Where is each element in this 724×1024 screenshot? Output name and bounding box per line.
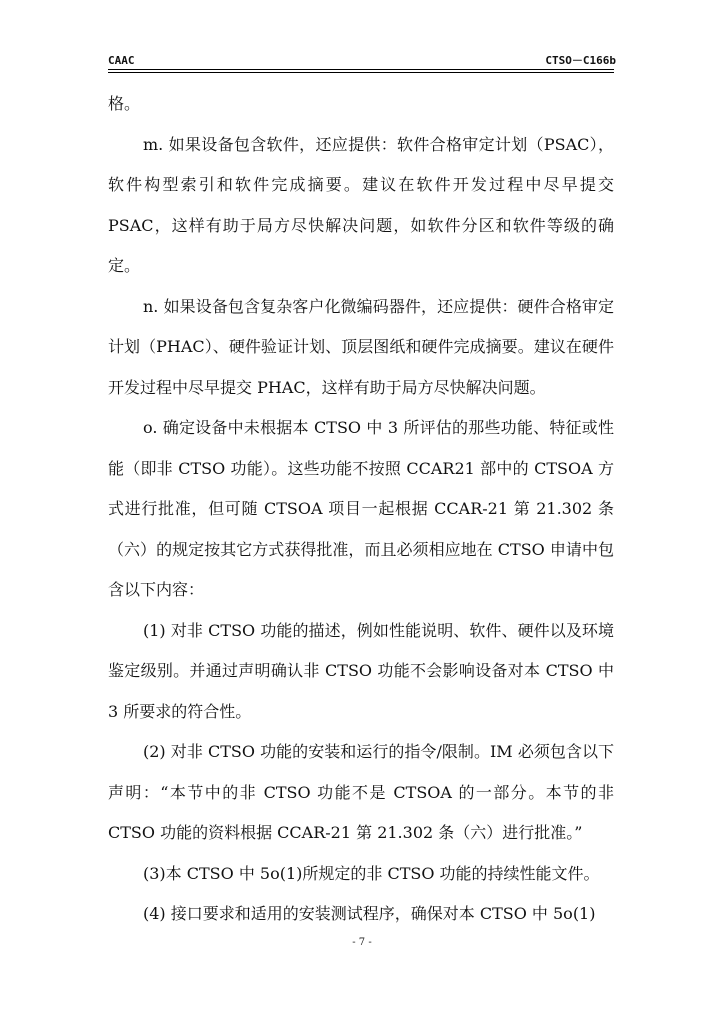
paragraph-item-n: n. 如果设备包含复杂客户化微编码器件，还应提供：硬件合格审定计划（PHAC）、硬件验证计划、顶层图纸和硬件完成摘要。建议在硬件开发过程中尽早提交 PHAC，这样有助于局方尽快解决问题。 [108, 296, 614, 397]
page-number: - 7 - [352, 937, 372, 948]
header-rule-thin [108, 72, 614, 73]
paragraph-subitem-3: (3)本 CTSO 中 5o(1)所规定的非 CTSO 功能的持续性能文件。 [143, 863, 600, 883]
header-org: CAAC [108, 54, 135, 67]
paragraph-subitem-4: (4) 接口要求和适用的安装测试程序，确保对本 CTSO 中 5o(1) [143, 904, 596, 923]
paragraph-subitem-1: (1) 对非 CTSO 功能的描述，例如性能说明、软件、硬件以及环境鉴定级别。并通过声明确认非 CTSO 功能不会影响设备对本 CTSO 中 3 所要求的符合性。 [108, 620, 614, 721]
header-doc-id: CTSO－C166b [545, 54, 616, 67]
paragraph-continuation: 格。 [108, 94, 141, 113]
paragraph-item-o: o. 确定设备中未根据本 CTSO 中 3 所评估的那些功能、特征或性能（即非 CTSO 功能）。这些功能不按照 CCAR21 部中的 CTSOA 方式进行批准，但可随 CTSOA 项目一起根据 CCAR-21 第 21.302 条（六）的规定按其它方式获得批准，而且必须相应地在 CTSO 申请中包含以下内容： [108, 418, 614, 599]
paragraph-subitem-2: (2) 对非 CTSO 功能的安装和运行的指令/限制。IM 必须包含以下声明：“本节中的非 CTSO 功能不是 CTSOA 的一部分。本节的非 CTSO 功能的资料根据 CCAR-21 第 21.302 条（六）进行批准。” [108, 742, 614, 842]
document-body [108, 84, 614, 935]
paragraph-item-m: m. 如果设备包含软件，还应提供：软件合格审定计划（PSAC），软件构型索引和软件完成摘要。建议在软件开发过程中尽早提交 PSAC，这样有助于局方尽快解决问题，如软件分区和软件等级的确定。 [108, 134, 614, 275]
header-rule [108, 69, 614, 70]
